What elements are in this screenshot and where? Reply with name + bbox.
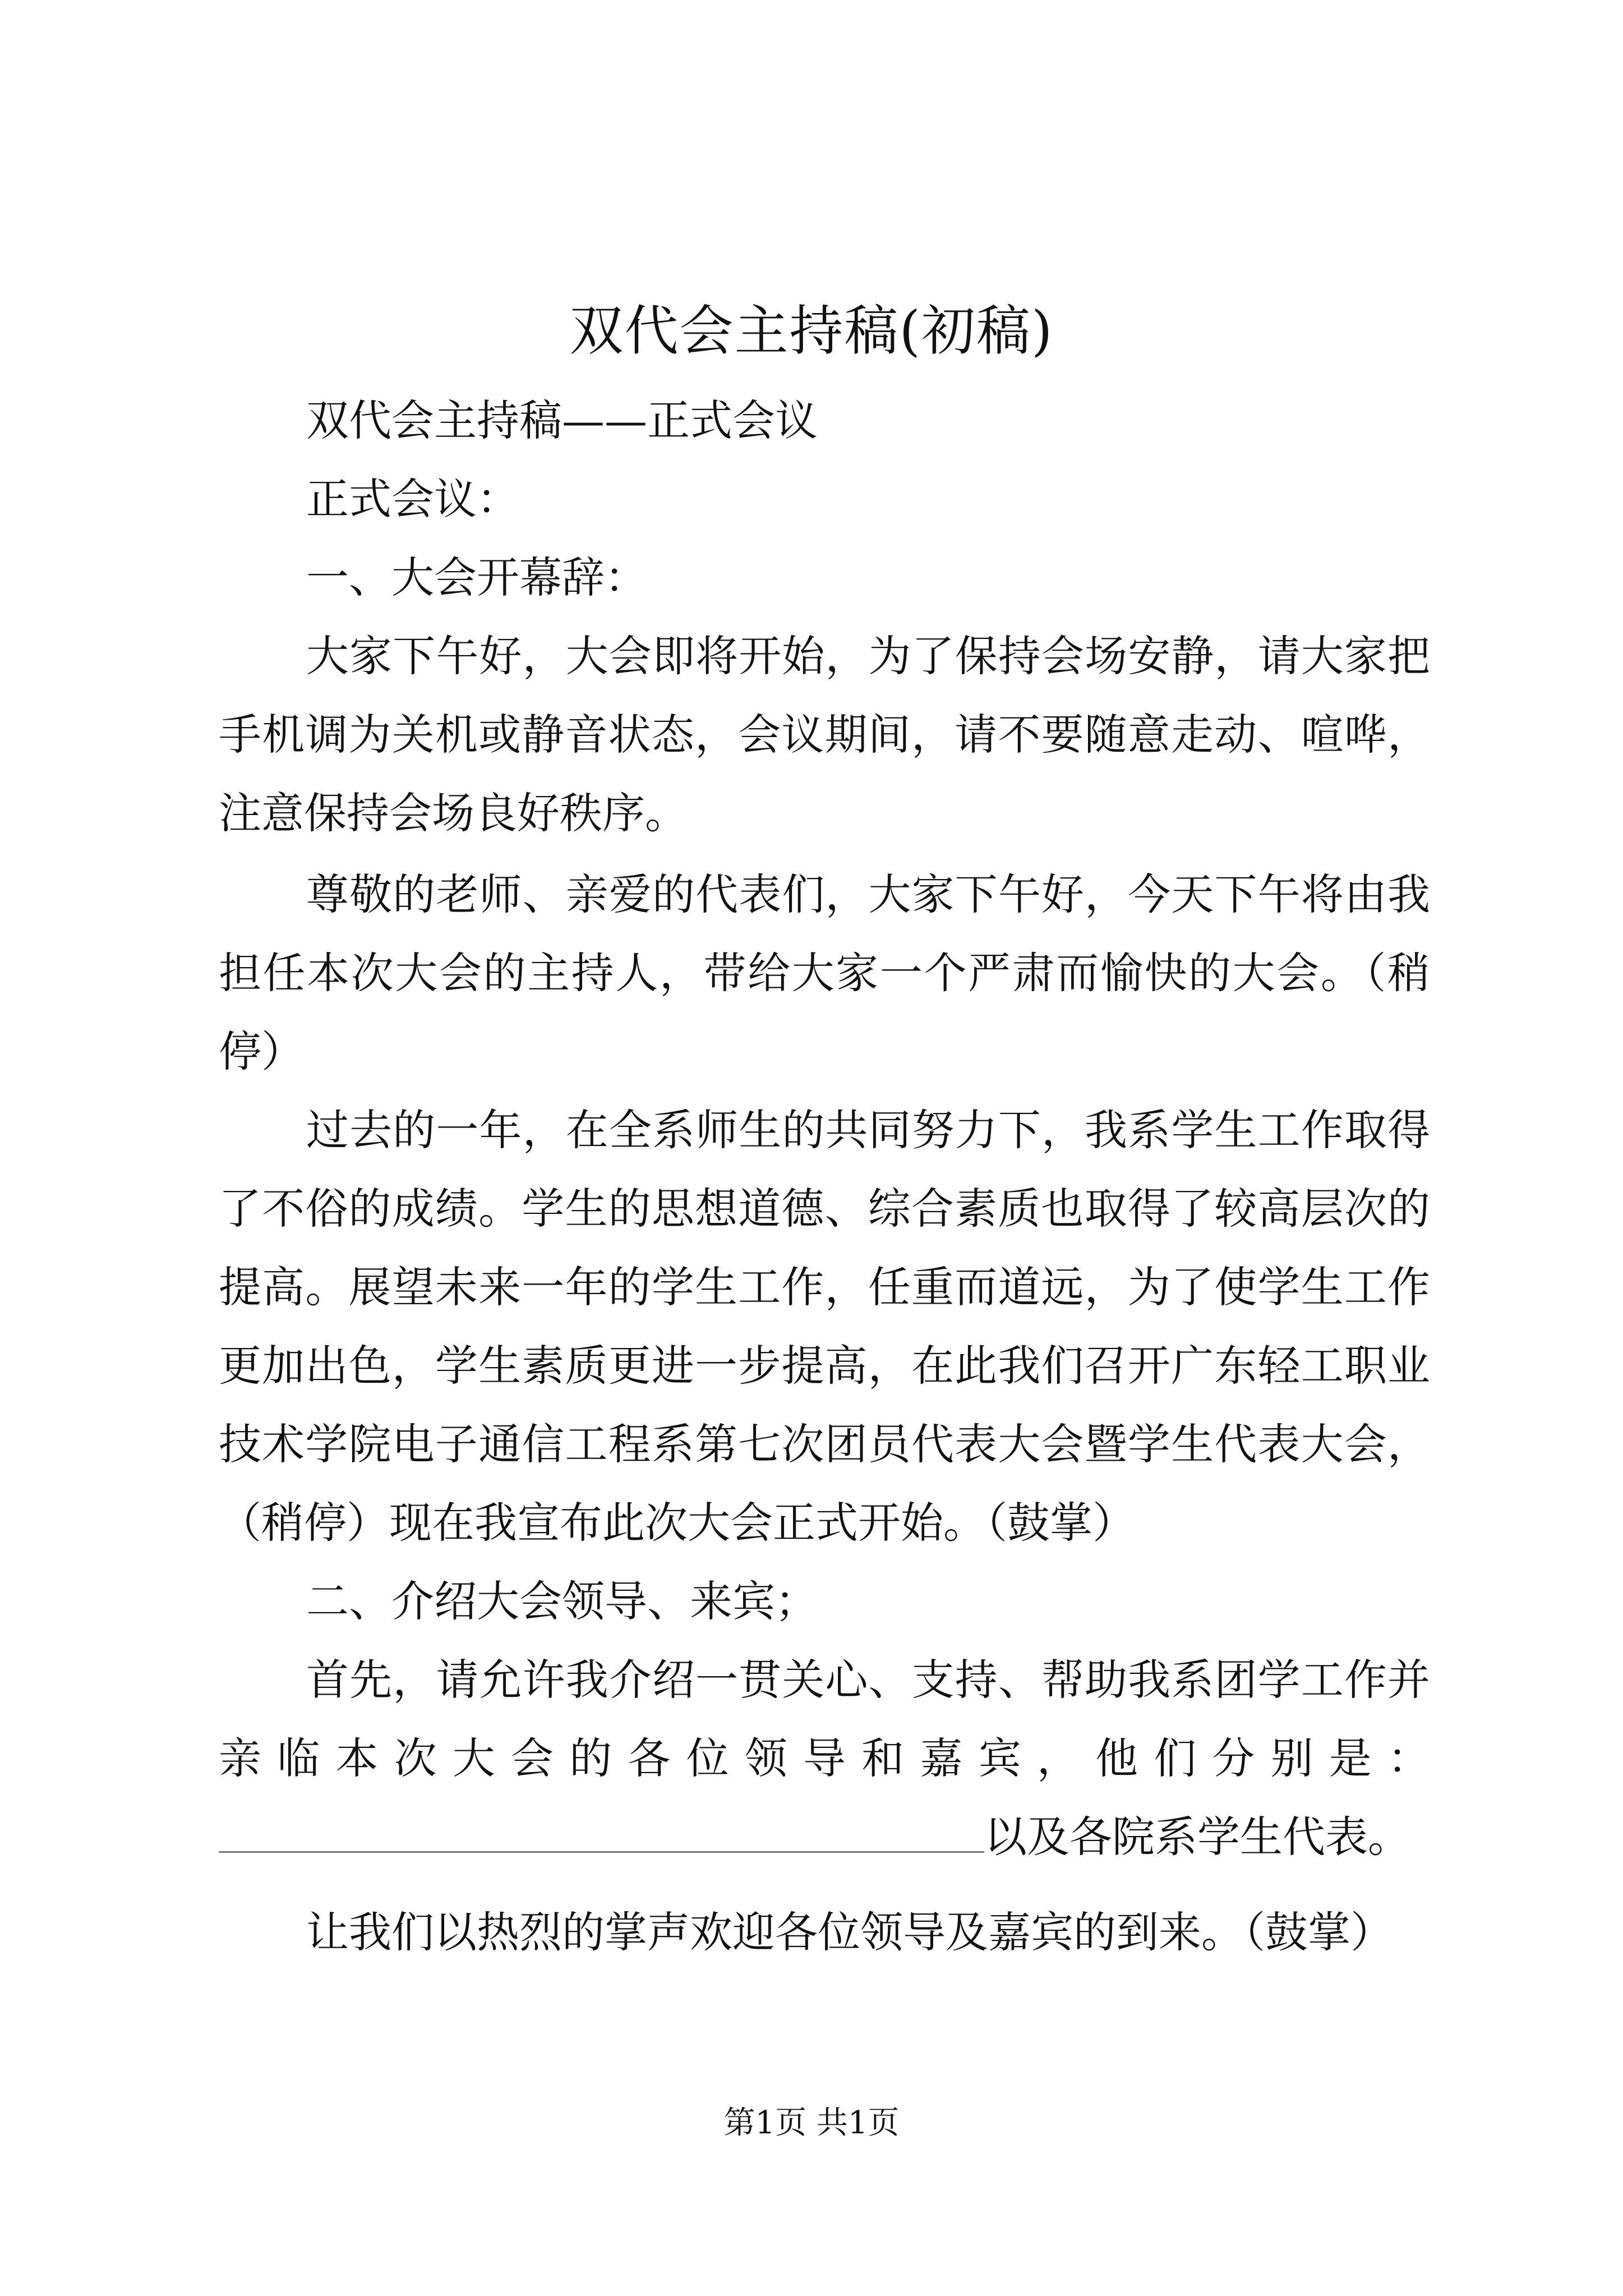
paragraph-line: 了不俗的成绩。学生的思想道德、综合素质也取得了较高层次的 <box>219 1184 1430 1234</box>
paragraph-line: 亲临本次大会的各位领导和嘉宾，他们分别是： <box>219 1733 1430 1783</box>
paragraph-line: 手机调为关机或静音状态，会议期间，请不要随意走动、喧哗， <box>219 710 1430 760</box>
document-title: 双代会主持稿(初稿) <box>569 300 1054 362</box>
paragraph-line: 提高。展望未来一年的学生工作，任重而道远，为了使学生工作 <box>219 1262 1430 1312</box>
blank-underline <box>219 1851 984 1853</box>
paragraph-line: 大家下午好，大会即将开始，为了保持会场安静，请大家把 <box>306 631 1430 681</box>
paragraph-line: 以及各院系学生代表。 <box>984 1812 1410 1862</box>
paragraph-line: 停） <box>219 1027 304 1076</box>
paragraph-line: 担任本次大会的主持人，带给大家一个严肃而愉快的大会。（稍 <box>219 948 1430 998</box>
section-heading-1: 一、大会开幕辞： <box>306 553 647 602</box>
section-heading-2: 二、介绍大会领导、来宾； <box>306 1576 818 1626</box>
paragraph-line: 让我们以热烈的掌声欢迎各位领导及嘉宾的到来。（鼓掌） <box>306 1907 1393 1957</box>
subtitle-line: 双代会主持稿——正式会议 <box>306 395 818 445</box>
paragraph-line: 过去的一年，在全系师生的共同努力下，我系学生工作取得 <box>306 1105 1430 1155</box>
page-footer: 第1页 共1页 <box>723 2105 900 2141</box>
paragraph-line: 注意保持会场良好秩序。 <box>219 788 688 838</box>
paragraph-line: 技术学院电子通信工程系第七次团员代表大会暨学生代表大会， <box>219 1419 1430 1469</box>
paragraph-line: 尊敬的老师、亲爱的代表们，大家下午好，今天下午将由我 <box>306 869 1430 919</box>
paragraph-line: 首先，请允许我介绍一贯关心、支持、帮助我系团学工作并 <box>306 1655 1430 1705</box>
paragraph-line: （稍停）现在我宣布此次大会正式开始。（鼓掌） <box>219 1498 1135 1548</box>
paragraph-line: 更加出色，学生素质更进一步提高，在此我们召开广东轻工职业 <box>219 1341 1430 1391</box>
section-label: 正式会议： <box>306 474 519 524</box>
